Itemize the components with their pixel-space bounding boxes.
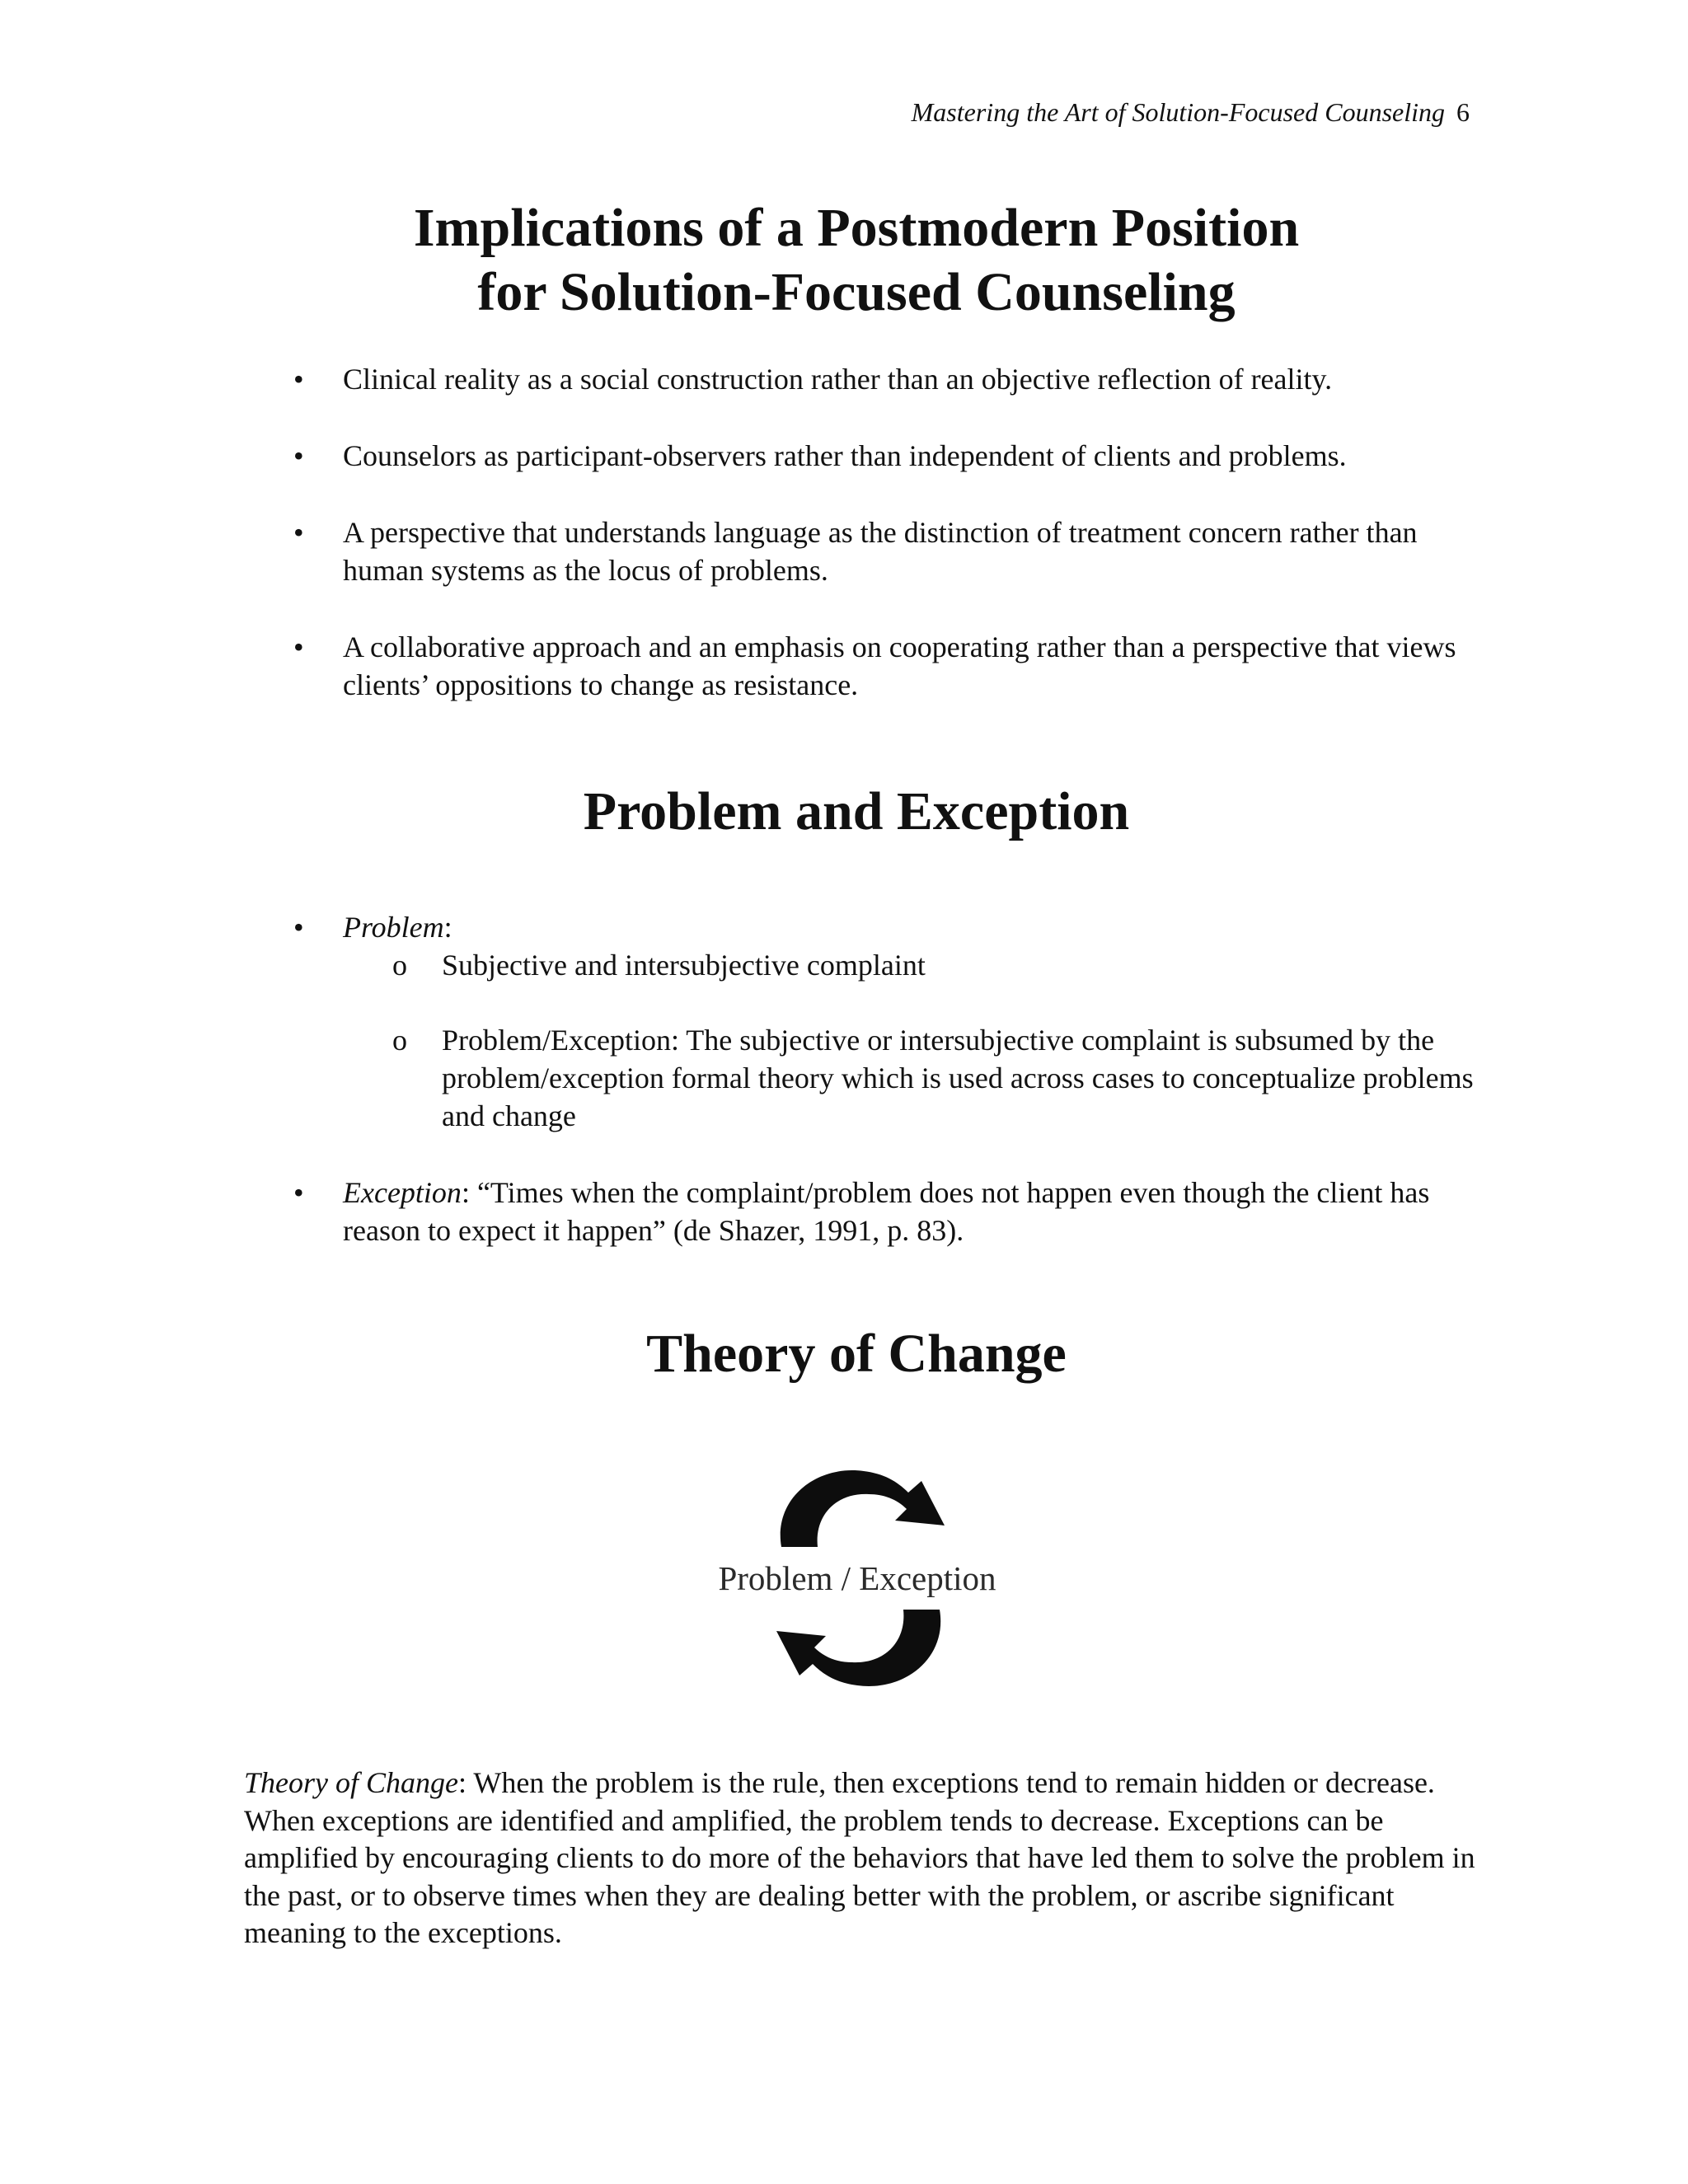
exception-term: Exception (343, 1176, 462, 1209)
problem-sub-item-1: o Subjective and intersubjective complaint (343, 946, 1480, 984)
theory-of-change-term: Theory of Change (244, 1766, 458, 1799)
heading-problem-exception: Problem and Exception (583, 781, 1130, 841)
curved-arrow-return-icon (701, 1603, 1014, 1694)
problem-exception-list (293, 908, 1480, 1288)
problem-exception-cycle-diagram (701, 1463, 1014, 1694)
heading-implications-line-1: Implications of a Postmodern Position (413, 198, 1300, 258)
implications-item-2: • Counselors as participant-observers rather than independent of clients and problems. (293, 437, 1480, 475)
exception-item (293, 1174, 1480, 1249)
theory-of-change-paragraph (244, 1765, 1480, 1952)
implications-list (293, 360, 1480, 743)
heading-implications (0, 196, 1688, 325)
problem-sub-item-2: o Problem/Exception: The subjective or intersubjective complaint is subsumed by the problem/exception formal theory which is used across cases to conceptualize problems and change (343, 1021, 1480, 1135)
heading-implications-line-2: for Solution-Focused Counseling (477, 262, 1236, 322)
running-title: Mastering the Art of Solution-Focused Counseling (911, 97, 1445, 127)
curved-arrow-clockwise-icon (701, 1463, 1014, 1554)
heading-theory-of-change: Theory of Change (646, 1324, 1067, 1384)
exception-definition: : “Times when the complaint/problem does not happen even though the client has reason to expect it happen” (de Shazer, 1991, p. 83). (343, 1176, 1430, 1247)
running-header (912, 97, 1470, 128)
problem-item (293, 908, 1480, 1135)
problem-term: Problem (343, 911, 444, 944)
implications-item-1: • Clinical reality as a social construction rather than an objective reflection of reality. (293, 360, 1480, 398)
theory-of-change-text: : When the problem is the rule, then exceptions tend to remain hidden or decrease. When exceptions are identified and amplified, the problem tends to decrease. Exceptions can be amplified by encouraging clients to do more of the behaviors that have led them to solve the problem in the past, or to observe times when they are dealing better with the problem, or ascribe significant meaning to the exceptions. (244, 1766, 1475, 1949)
problem-sub-list (343, 946, 1480, 1135)
page-number: 6 (1456, 97, 1470, 127)
cycle-label: Problem / Exception (718, 1559, 996, 1597)
implications-item-4: • A collaborative approach and an emphasis on cooperating rather than a perspective that views clients’ oppositions to change as resistance. (293, 628, 1480, 704)
problem-colon: : (443, 911, 452, 944)
implications-item-3: • A perspective that understands language as the distinction of treatment concern rather than human systems as the locus of problems. (293, 513, 1480, 589)
